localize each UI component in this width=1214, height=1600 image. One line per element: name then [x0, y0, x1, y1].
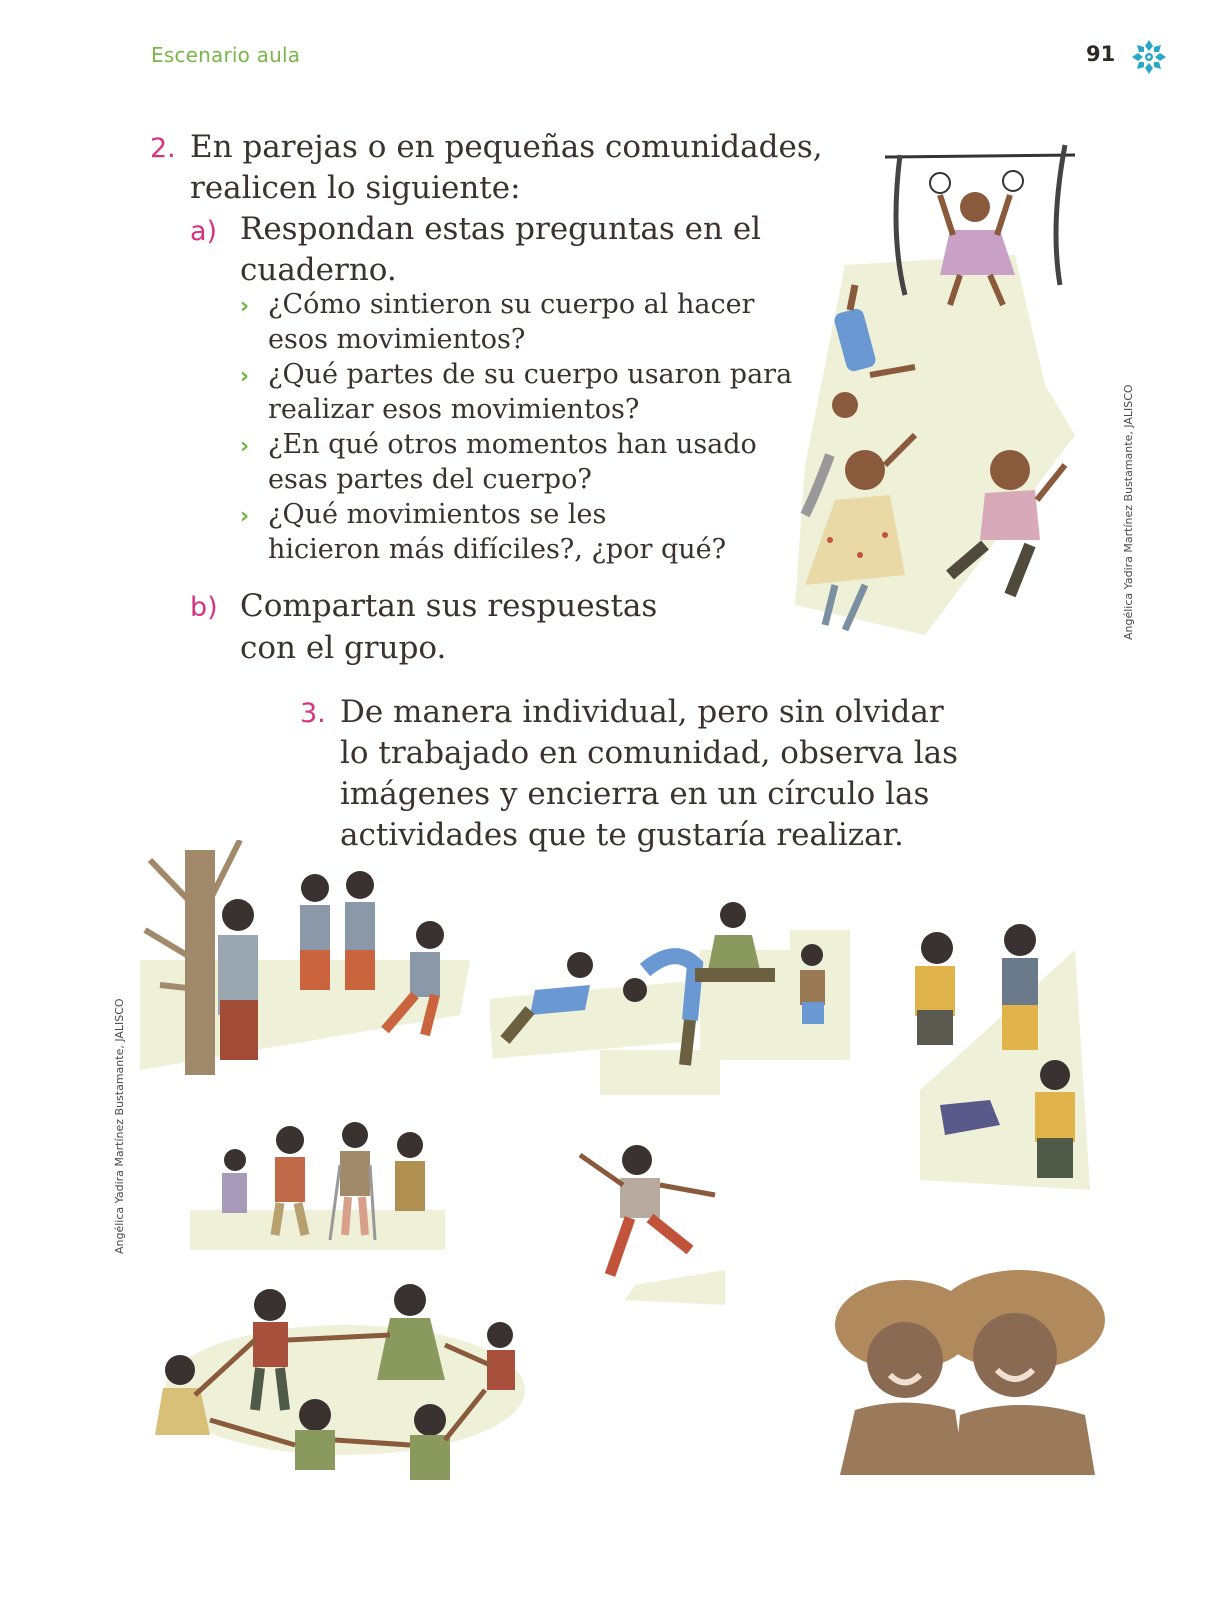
sub-item-a-line2: cuaderno.: [240, 252, 397, 288]
girl-jumping-illustration: [575, 1140, 725, 1305]
exercise-kids-illustration: [490, 890, 860, 1100]
activity-2-intro-line1: En parejas o en pequeñas comunidades,: [190, 129, 823, 165]
sub-item-b-letter: b): [190, 592, 218, 623]
bullet-chevron-icon: ›: [240, 434, 250, 459]
question-1-line1: ¿Cómo sintieron su cuerpo al hacer: [268, 289, 755, 320]
illustration-credit-left: Angélica Yadira Martínez Bustamante, JALISCO: [113, 998, 126, 1254]
ring-dance-illustration: [145, 1280, 545, 1495]
bullet-chevron-icon: ›: [240, 504, 250, 529]
activity-2-number: 2.: [150, 133, 176, 164]
activity-3-line4: actividades que te gustaría realizar.: [340, 817, 904, 853]
question-4-line1: ¿Qué movimientos se les: [268, 499, 607, 530]
kids-with-dog-illustration: [905, 910, 1095, 1230]
activity-3-line1: De manera individual, pero sin olvidar: [340, 694, 944, 730]
question-2-line2: realizar esos movimientos?: [268, 394, 640, 425]
activity-3-line3: imágenes y encierra en un círculo las: [340, 776, 930, 812]
kids-with-hats-illustration: [835, 1270, 1105, 1475]
bullet-chevron-icon: ›: [240, 294, 250, 319]
activity-3-line2: lo trabajado en comunidad, observa las: [340, 735, 959, 771]
sub-item-b-line1: Compartan sus respuestas: [240, 588, 658, 624]
question-2-line1: ¿Qué partes de su cuerpo usaron para: [268, 359, 793, 390]
illustration-credit-top: Angélica Yadira Martínez Bustamante, JALISCO: [1122, 384, 1135, 640]
snowflake-logo-icon: [1130, 38, 1168, 76]
question-4-line2: hicieron más difíciles?, ¿por qué?: [268, 534, 727, 565]
section-title: Escenario aula: [151, 43, 301, 67]
sub-item-b-line2: con el grupo.: [240, 630, 447, 666]
activity-2-intro-line2: realicen lo siguiente:: [190, 170, 521, 206]
sub-item-a-line1: Respondan estas preguntas en el: [240, 211, 762, 247]
question-3-line1: ¿En qué otros momentos han usado: [268, 429, 757, 460]
sub-item-a-letter: a): [190, 216, 218, 247]
kids-playing-illustration: [775, 135, 1095, 650]
activity-3-number: 3.: [300, 698, 326, 729]
page-number: 91: [1086, 42, 1116, 66]
question-1-line2: esos movimientos?: [268, 324, 526, 355]
group-walking-illustration: [190, 1115, 450, 1255]
question-3-line2: esas partes del cuerpo?: [268, 464, 592, 495]
hide-and-seek-illustration: [140, 840, 475, 1080]
bullet-chevron-icon: ›: [240, 364, 250, 389]
